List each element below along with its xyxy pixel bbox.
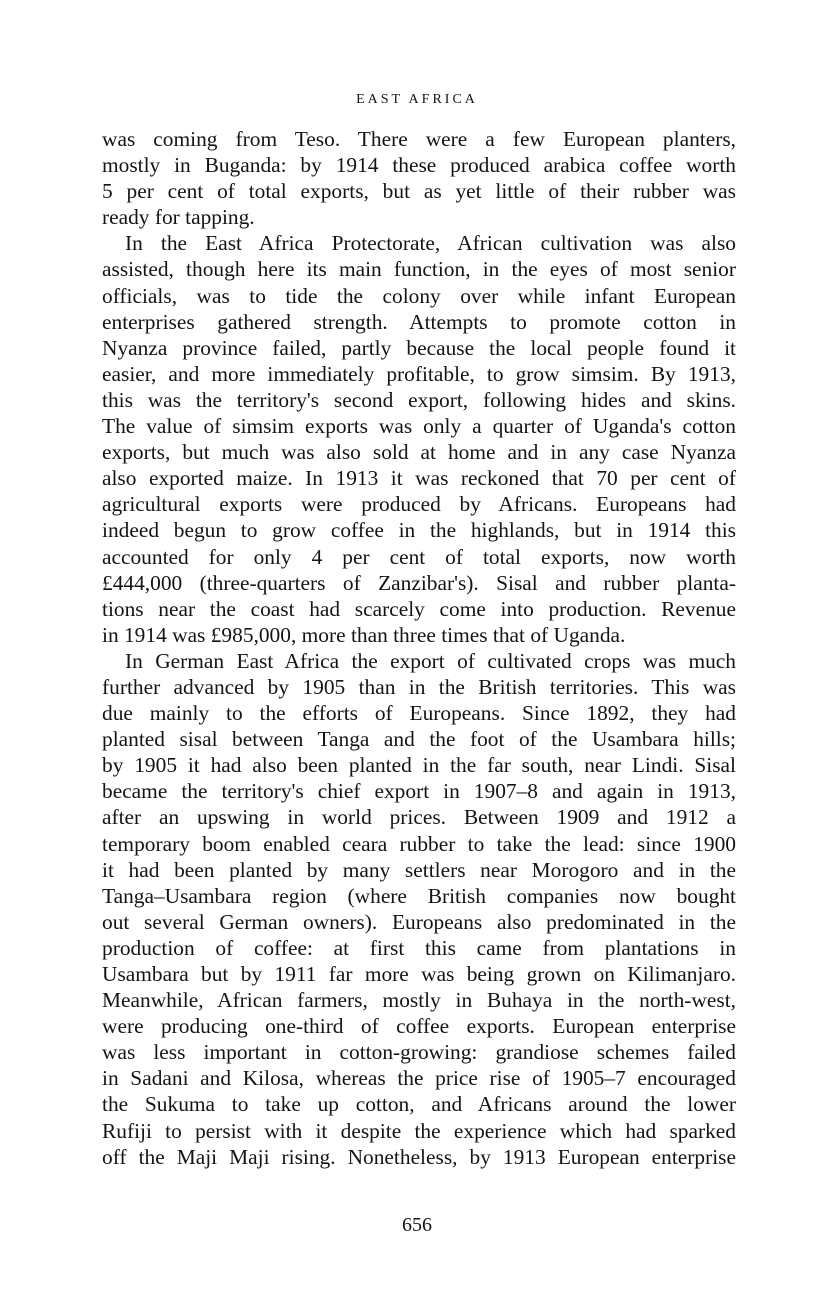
text-line: The value of simsim exports was only a quarter of Uganda's cotton [102,414,736,439]
text-line: the Sukuma to take up cotton, and Africans around the lower [102,1092,736,1117]
text-line: In the East Africa Protectorate, African cultivation was also [125,231,736,256]
text-line: mostly in Buganda: by 1914 these produced arabica coffee worth [102,153,736,178]
text-line: Nyanza province failed, partly because the local people found it [102,335,736,360]
text-line: by 1905 it had also been planted in the far south, near Lindi. Sisal [102,753,736,778]
text-line: indeed begun to grow coffee in the highlands, but in 1914 this [102,518,736,543]
text-line: in 1914 was £985,000, more than three times that of Uganda. [102,622,626,647]
text-line: further advanced by 1905 than in the British territories. This was [102,674,736,699]
text-line: ready for tapping. [102,205,255,230]
text-line: was less important in cotton-growing: grandiose schemes failed [102,1040,736,1065]
text-line: agricultural exports were produced by Africans. Europeans had [102,492,736,517]
text-line: also exported maize. In 1913 it was reckoned that 70 per cent of [102,466,736,491]
text-line: enterprises gathered strength. Attempts to promote cotton in [102,309,736,334]
text-line: after an upswing in world prices. Between 1909 and 1912 a [102,805,736,830]
text-line: production of coffee: at first this came from plantations in [102,935,736,960]
body-text [102,126,736,1170]
running-head: EAST AFRICA [356,92,478,107]
text-line: it had been planted by many settlers near Morogoro and in the [102,857,736,882]
text-line: out several German owners). Europeans also predominated in the [102,909,736,934]
text-line: officials, was to tide the colony over while infant European [102,283,736,308]
text-line: £444,000 (three-quarters of Zanzibar's). Sisal and rubber planta- [102,570,736,595]
text-line: assisted, though here its main function, in the eyes of most senior [102,257,736,282]
text-line: was coming from Teso. There were a few European planters, [102,127,736,151]
text-line: In German East Africa the export of cultivated crops was much [125,648,736,673]
text-line: due mainly to the efforts of Europeans. Since 1892, they had [102,701,736,726]
text-line: off the Maji Maji rising. Nonetheless, by 1913 European enterprise [102,1144,736,1169]
text-line: Tanga–Usambara region (where British companies now bought [102,883,736,908]
text-line: accounted for only 4 per cent of total exports, now worth [102,544,736,569]
text-line: easier, and more immediately profitable, to grow simsim. By 1913, [102,361,736,386]
text-line: in Sadani and Kilosa, whereas the price rise of 1905–7 encouraged [102,1066,736,1091]
text-line: Meanwhile, African farmers, mostly in Buhaya in the north-west, [102,988,736,1013]
text-line: this was the territory's second export, following hides and skins. [102,387,736,412]
text-line: Usambara but by 1911 far more was being grown on Kilimanjaro. [102,962,736,986]
text-line: exports, but much was also sold at home and in any case Nyanza [102,440,736,465]
text-line: Rufiji to persist with it despite the experience which had sparked [102,1118,736,1143]
page-number: 656 [402,1214,432,1236]
text-line: tions near the coast had scarcely come into production. Revenue [102,596,736,621]
text-line: planted sisal between Tanga and the foot of the Usambara hills; [102,727,736,752]
text-line: were producing one-third of coffee exports. European enterprise [102,1014,736,1039]
text-line: 5 per cent of total exports, but as yet little of their rubber was [102,179,736,204]
text-line: became the territory's chief export in 1907–8 and again in 1913, [102,779,736,804]
text-line: temporary boom enabled ceara rubber to take the lead: since 1900 [102,831,736,856]
